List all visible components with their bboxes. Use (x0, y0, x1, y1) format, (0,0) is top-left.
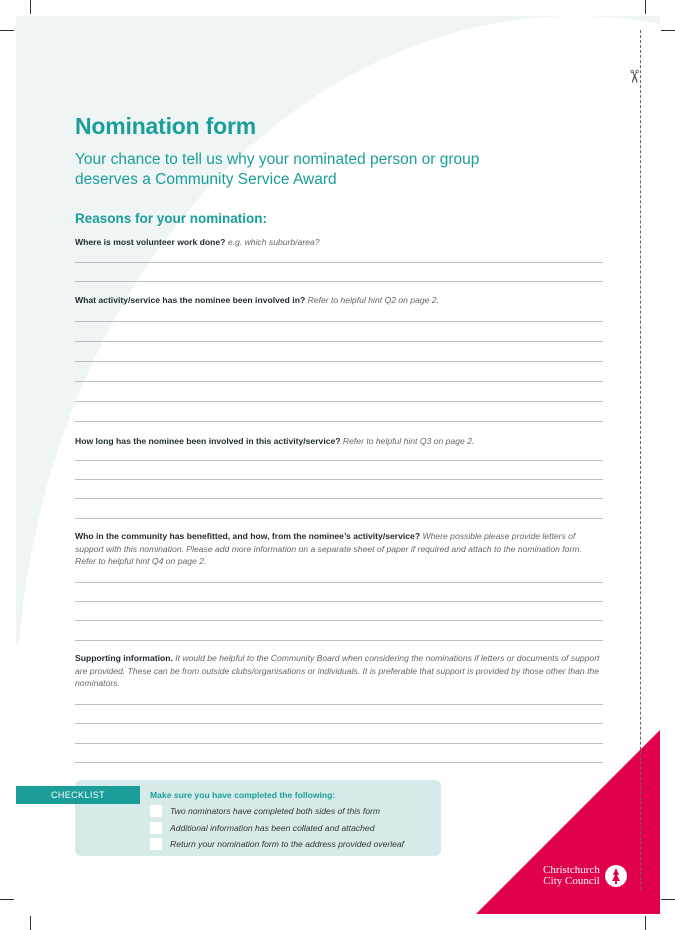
answer-line-q2[interactable] (75, 401, 603, 402)
logo-line-1: Christchurch (543, 864, 600, 876)
answer-line-q4[interactable] (75, 601, 603, 602)
answer-line-q3[interactable] (75, 479, 603, 480)
cut-line (640, 30, 641, 890)
page-title: Nomination form (75, 113, 256, 139)
checklist-item-label: Additional information has been collated and attached (170, 822, 375, 833)
answer-line-q4[interactable] (75, 640, 603, 641)
question-hint: Refer to helpful hint Q2 on page 2. (307, 295, 439, 305)
question-2 (75, 294, 603, 307)
section-heading: Reasons for your nomination: (75, 211, 268, 226)
question-label: Who in the community has benefitted, and how, from the nominee’s activity/service? (75, 531, 421, 541)
council-logo-icon (604, 864, 628, 888)
checkbox[interactable] (150, 838, 162, 850)
answer-line-q3[interactable] (75, 518, 603, 519)
crop-mark (645, 916, 646, 930)
checklist-item-label: Return your nomination form to the address provided overleaf (170, 838, 405, 849)
question-hint: e.g. which suburb/area? (227, 237, 320, 247)
question-label: How long has the nominee been involved in this activity/service? (75, 436, 341, 446)
question-4 (75, 530, 603, 568)
answer-line-q2[interactable] (75, 421, 603, 422)
question-1 (75, 236, 603, 249)
answer-line-q4[interactable] (75, 620, 603, 621)
answer-line-q2[interactable] (75, 361, 603, 362)
scissors-icon: ✂ (623, 68, 645, 85)
crop-mark (30, 0, 31, 14)
question-hint: It would be helpful to the Community Board when considering the nominations if letters or documents of support are provided. These can be from outside clubs/organisations or individuals. It is preferable that support is provided by those other than the nominators. (75, 653, 600, 688)
checklist-item-label: Two nominators have completed both sides of this form (170, 805, 381, 816)
question-label: What activity/service has the nominee been involved in? (75, 295, 306, 305)
checklist-tab: CHECKLIST (16, 786, 140, 804)
answer-line-q5[interactable] (75, 762, 603, 763)
checklist-item (150, 804, 380, 817)
crop-mark (661, 899, 675, 900)
question-3 (75, 435, 603, 448)
checkbox[interactable] (150, 822, 162, 834)
answer-line-q1[interactable] (75, 281, 603, 282)
checklist-item (150, 837, 404, 850)
logo-text (543, 865, 600, 887)
crop-mark (0, 899, 14, 900)
page-subtitle: Your chance to tell us why your nominated person or group deserves a Community Service Award (75, 151, 480, 188)
answer-line-q4[interactable] (75, 582, 603, 583)
answer-line-q5[interactable] (75, 743, 603, 744)
answer-line-q5[interactable] (75, 723, 603, 724)
question-hint: Refer to helpful hint Q3 on page 2. (342, 436, 475, 446)
answer-line-q3[interactable] (75, 498, 603, 499)
crop-mark (0, 30, 14, 31)
question-hint: Where possible please provide letters of support with this nomination. Please add more information on a separate sheet of paper if required and attach to the nomination form. Refer to helpful hint Q4 on page 2. (75, 531, 582, 566)
checklist-heading: Make sure you have completed the following: (150, 790, 336, 800)
answer-line-q1[interactable] (75, 262, 603, 263)
answer-line-q5[interactable] (75, 704, 603, 705)
council-logo (543, 864, 628, 888)
answer-line-q2[interactable] (75, 321, 603, 322)
answer-line-q2[interactable] (75, 341, 603, 342)
crop-mark (645, 0, 646, 14)
question-5 (75, 652, 603, 690)
answer-line-q3[interactable] (75, 460, 603, 461)
crop-mark (661, 30, 675, 31)
crop-mark (30, 916, 31, 930)
logo-line-2: City Council (543, 875, 600, 887)
checkbox[interactable] (150, 805, 162, 817)
question-label: Where is most volunteer work done? (75, 237, 226, 247)
checklist-item (150, 821, 374, 834)
answer-line-q2[interactable] (75, 381, 603, 382)
question-label: Supporting information. (75, 653, 173, 663)
